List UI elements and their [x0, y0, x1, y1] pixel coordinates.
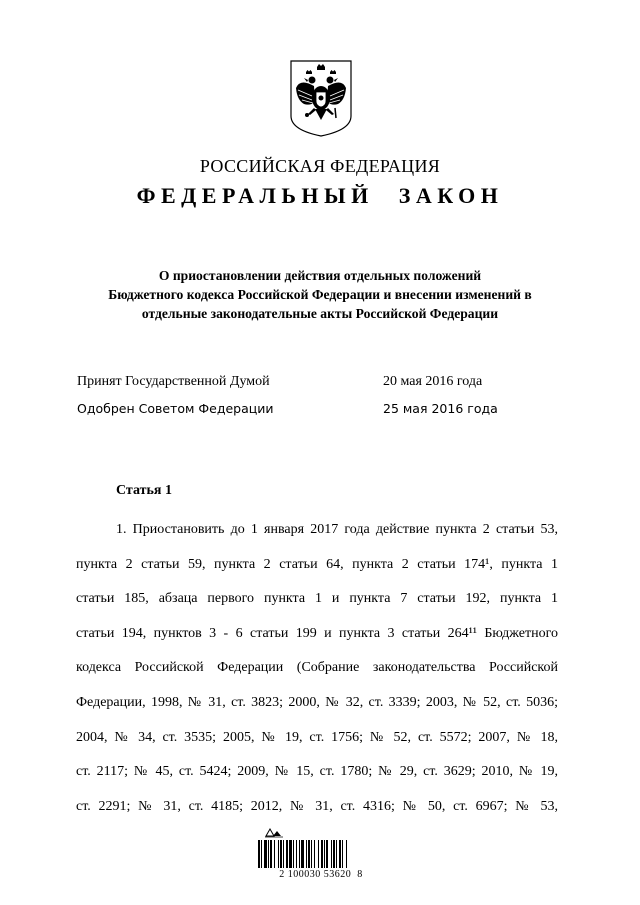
article-text-line: Федерации, 1998, № 31, ст. 3823; 2000, № 32, ст. 3339; 2003, № 52, ст. 5036;: [76, 694, 558, 710]
barcode-bar: [270, 840, 272, 868]
barcode-bar: [336, 840, 337, 868]
barcode-bar: [311, 840, 312, 868]
barcode-bar: [283, 840, 284, 868]
barcode-bar: [326, 840, 328, 868]
barcode-bar: [278, 840, 279, 868]
document-barcode: [256, 826, 386, 882]
barcode-bar: [346, 840, 347, 868]
country-name: РОССИЙСКАЯ ФЕДЕРАЦИЯ: [199, 156, 441, 176]
article-text-line: статьи 194, пунктов 3 - 6 статьи 199 и пункта 3 статьи 264¹¹ Бюджетного: [76, 625, 558, 641]
coat-of-arms-icon: [288, 58, 354, 138]
article-text-line: кодекса Российской Федерации (Собрание законодательства Российской: [76, 660, 558, 676]
barcode-bar: [339, 840, 341, 868]
article-text-line: статьи 185, абзаца первого пункта 1 и пункта 7 статьи 192, пункта 1: [76, 591, 558, 607]
barcode-bar: [318, 840, 319, 868]
law-title-line: О приостановлении действия отдельных положений: [158, 268, 482, 283]
barcode-digits: 2 100030 53620 8: [279, 869, 363, 880]
article-text-line: пункта 2 статьи 59, пункта 2 статьи 64, пункта 2 статьи 174¹, пункта 1: [76, 556, 558, 572]
law-title-line: Бюджетного кодекса Российской Федерации и внесении изменений в: [108, 287, 532, 302]
adoption-label: Принят Государственной Думой: [77, 374, 270, 389]
article-text-line: 2004, № 34, ст. 3535; 2005, № 19, ст. 1756; № 52, ст. 5572; 2007, № 18,: [76, 729, 558, 745]
barcode-bar: [286, 840, 288, 868]
barcode-bar: [289, 840, 292, 868]
adoption-date: 20 мая 2016 года: [383, 374, 483, 389]
barcode-bar: [321, 840, 323, 868]
document-type: ФЕДЕРАЛЬНЫЙ ЗАКОН: [136, 183, 504, 208]
law-title: [60, 266, 580, 323]
barcode-bar: [342, 840, 343, 868]
barcode-bar: [268, 840, 269, 868]
barcode-bar: [301, 840, 304, 868]
article-text-line: ст. 2291; № 31, ст. 4185; 2012, № 31, ст. 4316; № 50, ст. 6967; № 53,: [76, 798, 558, 814]
barcode-bar: [331, 840, 332, 868]
adoption-label: Одобрен Советом Федерации: [77, 401, 274, 416]
barcode-bar: [306, 840, 307, 868]
barcode-bar: [314, 840, 315, 868]
barcode-bar: [324, 840, 325, 868]
article-body: [76, 513, 558, 824]
article-text-line: 1. Приостановить до 1 января 2017 года действие пункта 2 статьи 53,: [116, 522, 558, 537]
barcode-bar: [258, 840, 260, 868]
article-heading: Статья 1: [116, 483, 172, 498]
barcode-bar: [308, 840, 310, 868]
barcode-bar: [274, 840, 275, 868]
barcode-bars: [256, 840, 386, 868]
barcode-bar: [264, 840, 267, 868]
article-text-line: ст. 2117; № 45, ст. 5424; 2009, № 15, ст. 1780; № 29, ст. 3629; 2010, № 19,: [76, 764, 558, 780]
barcode-bar: [296, 840, 297, 868]
law-title-line: отдельные законодательные акты Российской Федерации: [141, 306, 499, 321]
barcode-bar: [280, 840, 282, 868]
barcode-bar: [293, 840, 294, 868]
barcode-bar: [261, 840, 262, 868]
adoption-date: 25 мая 2016 года: [383, 401, 498, 416]
barcode-bar: [299, 840, 300, 868]
registry-logo-icon: [264, 826, 284, 838]
barcode-bar: [333, 840, 335, 868]
